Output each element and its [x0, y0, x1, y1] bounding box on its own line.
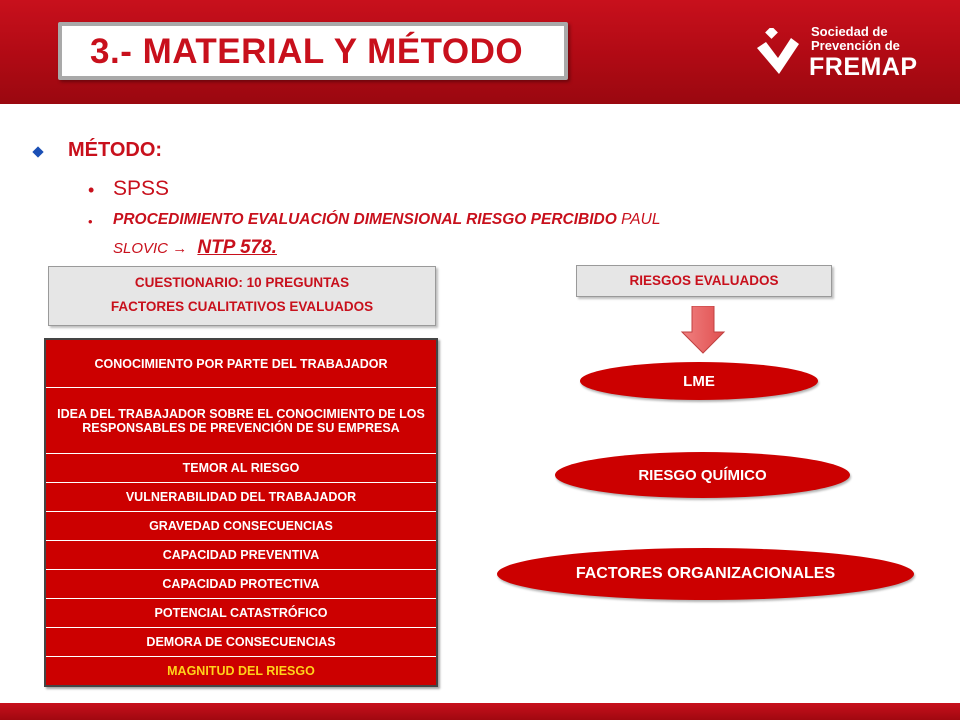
procedimiento-line-2: [113, 237, 277, 259]
bullet-dot-icon: •: [88, 180, 95, 200]
fremap-check-icon: [755, 28, 801, 80]
procedimiento-item: [113, 211, 863, 229]
arrow-right-icon: →: [172, 240, 188, 257]
diamond-bullet-icon: [32, 146, 43, 157]
factor-row: VULNERABILIDAD DEL TRABAJADOR: [46, 483, 436, 512]
risks-header-box: RIESGOS EVALUADOS: [576, 265, 832, 297]
questionnaire-box: [48, 266, 436, 326]
bullet-dot-icon: •: [88, 214, 93, 229]
ntp-reference: NTP 578.: [197, 237, 277, 258]
questionnaire-line-1: CUESTIONARIO: 10 PREGUNTAS: [134, 275, 350, 290]
factor-row: CONOCIMIENTO POR PARTE DEL TRABAJADOR: [46, 340, 436, 388]
metodo-heading: MÉTODO:: [68, 139, 163, 161]
logo-line-1: Sociedad de: [811, 24, 888, 39]
factor-row: GRAVEDAD CONSECUENCIAS: [46, 512, 436, 541]
factor-row: POTENCIAL CATASTRÓFICO: [46, 599, 436, 628]
author-last-name: SLOVIC: [113, 240, 169, 257]
risk-oval-lme: LME: [580, 362, 818, 400]
risk-oval-quimico: RIESGO QUÍMICO: [555, 452, 850, 498]
factor-row-highlight: MAGNITUD DEL RIESGO: [167, 664, 315, 678]
factor-row: DEMORA DE CONSECUENCIAS: [46, 628, 436, 657]
factor-row: CAPACIDAD PROTECTIVA: [46, 570, 436, 599]
factors-table: [44, 338, 438, 687]
factor-row: CAPACIDAD PREVENTIVA: [46, 541, 436, 570]
questionnaire-line-2: FACTORES CUALITATIVOS EVALUADOS: [110, 299, 374, 314]
footer-bar: [0, 703, 960, 720]
arrow-down-icon: [680, 306, 726, 354]
spss-item: SPSS: [113, 177, 170, 200]
risk-oval-organizacionales: FACTORES ORGANIZACIONALES: [497, 548, 914, 600]
logo-brand: FREMAP: [809, 53, 918, 81]
fremap-logo: [755, 20, 945, 90]
factor-row: TEMOR AL RIESGO: [46, 454, 436, 483]
procedimiento-text: PROCEDIMIENTO EVALUACIÓN DIMENSIONAL RIESGO PERCIBIDO: [113, 211, 617, 228]
logo-line-2: Prevención de: [811, 38, 900, 53]
factor-row: IDEA DEL TRABAJADOR SOBRE EL CONOCIMIENTO DE LOS RESPONSABLES DE PREVENCIÓN DE SU EMPRESA: [46, 388, 436, 454]
slide-title-box: [58, 22, 568, 80]
slide-title: 3.- MATERIAL Y MÉTODO: [90, 32, 524, 71]
author-first-name: PAUL: [621, 211, 661, 228]
